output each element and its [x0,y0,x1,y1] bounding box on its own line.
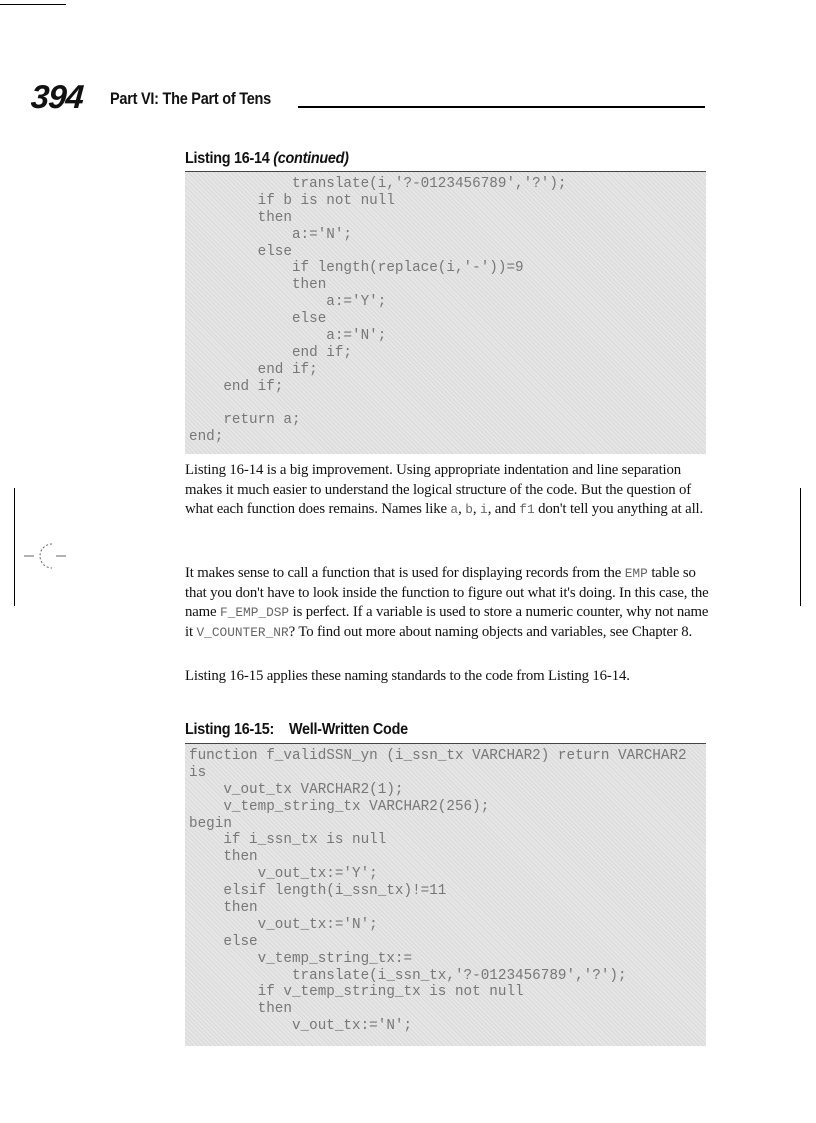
inline-code: V_COUNTER_NR [196,624,289,640]
inline-code: i [480,502,488,517]
body-paragraph-2: It makes sense to call a function that is used for displaying records from the EMP table so that you don't have to look inside the function to figure out what it's doing. In this case, the name F_EMP_DSP is perfect. If a variable is used to store a numeric counter, why not name it V_COUNTER_NR? To find out more about naming objects and variables, see Chapter 8. [185,565,709,640]
code-line: translate(i_ssn_tx,'?-0123456789','?'); [189,967,627,984]
code-line: begin [189,815,232,832]
body-paragraph-1: Listing 16-14 is a big improvement. Using appropriate indentation and line separation makes it much easier to understand the logical structure of the code. But the question of what each function does remains. Names like a, b, i, and f1 don't tell you anything at all. [185,462,704,517]
body-paragraph-3: Listing 16-15 applies these naming standards to the code from Listing 16-14. [185,668,630,684]
code-line: v_temp_string_tx:= [189,950,413,967]
code-line: then [189,849,258,866]
code-line: end if; [189,344,353,361]
page-number: 394 [29,78,85,115]
inline-code: EMP [624,566,648,581]
code-line: function f_validSSN_yn (i_ssn_tx VARCHAR2) return VARCHAR2 [189,748,687,764]
code-line: if i_ssn_tx is null [189,832,387,849]
code-line: end; [189,429,224,446]
code-line [189,396,706,413]
registration-mark-icon [22,538,68,578]
code-line: if v_temp_string_tx is not null [189,984,524,1001]
code-line: else [189,933,258,950]
code-line: v_out_tx:='N'; [189,1018,413,1035]
header-rule [298,106,705,108]
crop-mark-left [14,488,15,606]
listing-label: Listing 16-14 [185,150,274,167]
code-line: then [189,277,327,294]
code-line: v_out_tx:='N'; [189,916,378,933]
listing-16-14-heading [185,150,349,168]
code-listing-16-14 [185,171,706,454]
listing-16-15-heading: Listing 16-15: Well-Written Code [185,721,408,738]
inline-code: F_EMP_DSP [220,605,290,620]
code-line: v_out_tx:='Y'; [189,866,378,883]
crop-mark-right [800,488,801,606]
part-title: Part VI: The Part of Tens [110,90,271,108]
code-line: a:='Y'; [189,294,387,311]
code-line: else [189,311,327,328]
code-line: if length(replace(i,'-'))=9 [189,260,524,277]
code-line: v_temp_string_tx VARCHAR2(256); [189,798,490,815]
inline-code: f1 [519,502,535,517]
code-line: if b is not null [189,192,395,209]
code-line: else [189,243,292,260]
code-line: return a; [189,412,301,429]
inline-code: b [465,502,473,517]
code-line: elsif length(i_ssn_tx)!=11 [189,883,447,900]
crop-mark-top [0,4,66,5]
code-line: v_out_tx VARCHAR2(1); [189,781,404,798]
code-listing-16-15 [185,743,706,1046]
code-line: end if; [189,378,284,395]
inline-code: a [450,502,459,517]
code-line: end if; [189,361,318,378]
code-line: then [189,900,258,917]
code-line: is [189,764,207,781]
continued-label: (continued) [273,150,349,167]
code-line: translate(i,'?-0123456789','?'); [189,176,567,192]
code-line: a:='N'; [189,328,387,345]
code-line: a:='N'; [189,226,353,243]
code-line: then [189,209,292,226]
code-line: then [189,1001,292,1018]
